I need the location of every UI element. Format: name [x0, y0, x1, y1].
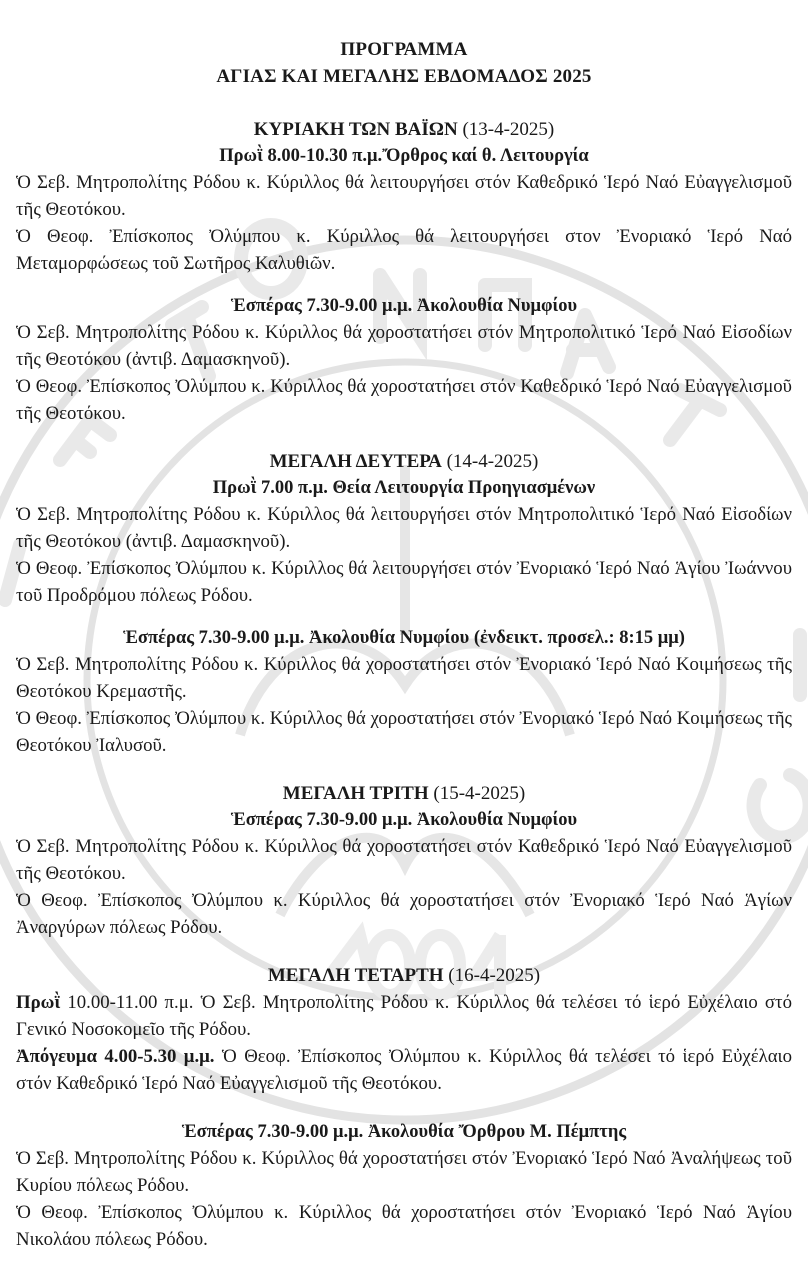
day-section-holy-monday: [16, 449, 792, 759]
service-paragraph: Ὁ Σεβ. Μητροπολίτης Ρόδου κ. Κύριλλος θά λειτουργήσει στόν Καθεδρικό Ἱερό Ναό Εὐαγγελισμοῦ τῆς Θεοτόκου.: [16, 172, 792, 220]
day-heading: [16, 781, 792, 807]
day-name: ΚΥΡΙΑΚΗ ΤΩΝ ΒΑΪΩΝ: [253, 119, 458, 140]
service-heading: Ἑσπέρας 7.30-9.00 μ.μ. Ἀκολουθία Νυμφίου: [230, 296, 578, 316]
service-heading: Πρωῒ 7.00 π.μ. Θεία Λειτουργία Προηγιασμένων: [212, 478, 596, 498]
day-section-palm-sunday: [16, 117, 792, 427]
day-section-holy-tuesday: [16, 781, 792, 941]
paragraph-text: 10.00-11.00 π.μ. Ὁ Σεβ. Μητροπολίτης Ρόδου κ. Κύριλλος θά τελέσει τό ἱερό Εὐχέλαιο στό Γενικό Νοσοκομεῖο τῆς Ρόδου.: [16, 992, 792, 1040]
paragraph-lead: Πρωῒ: [16, 992, 61, 1013]
day-name: ΜΕΓΑΛΗ ΤΕΤΑΡΤΗ: [267, 965, 444, 986]
day-heading: [16, 117, 792, 143]
service-paragraph: Ὁ Θεοφ. Ἐπίσκοπος Ὀλύμπου κ. Κύριλλος θά χοροστατήσει στόν Ἐνοριακό Ἱερό Ναό Κοιμήσεως τῆς Θεοτόκου Ἰαλυσοῦ.: [16, 708, 792, 756]
day-date: (14-4-2025): [446, 451, 539, 472]
title-line-1: ΠΡΟΓΡΑΜΜΑ: [340, 39, 468, 60]
service-paragraph: Ὁ Σεβ. Μητροπολίτης Ρόδου κ. Κύριλλος θά χοροστατήσει στόν Καθεδρικό Ἱερό Ναό Εὐαγγελισμοῦ τῆς Θεοτόκου.: [16, 836, 792, 884]
service-paragraph: Ὁ Θεοφ. Ἐπίσκοπος Ὀλύμπου κ. Κύριλλος θά λειτουργήσει στον Ἐνοριακό Ἱερό Ναό Μεταμορφώσεως τοῦ Σωτῆρος Καλυθιῶν.: [16, 226, 792, 274]
day-date: (16-4-2025): [448, 965, 541, 986]
day-heading: [16, 449, 792, 475]
day-date: (13-4-2025): [462, 119, 555, 140]
service-heading: Ἑσπέρας 7.30-9.00 μ.μ. Ἀκολουθία Νυμφίου (ἐνδεικτ. προσελ.: 8:15 μμ): [123, 628, 685, 648]
day-date: (15-4-2025): [433, 783, 526, 804]
inline-paragraph: [16, 989, 792, 1043]
service-paragraph: Ὁ Θεοφ. Ἐπίσκοπος Ὀλύμπου κ. Κύριλλος θά χοροστατήσει στόν Καθεδρικό Ἱερό Ναό Εὐαγγελισμοῦ τῆς Θεοτόκου.: [16, 376, 792, 424]
service-paragraph: Ὁ Θεοφ. Ἐπίσκοπος Ὀλύμπου κ. Κύριλλος θά λειτουργήσει στόν Ἐνοριακό Ἱερό Ναό Ἁγίου Ἰωάννου τοῦ Προδρόμου πόλεως Ρόδου.: [16, 558, 792, 606]
service-heading: Ἑσπέρας 7.30-9.00 μ.μ. Ἀκολουθία Νυμφίου: [230, 810, 578, 830]
service-paragraph: Ὁ Σεβ. Μητροπολίτης Ρόδου κ. Κύριλλος θά λειτουργήσει στόν Μητροπολιτικό Ἱερό Ναό Εἰσοδίων τῆς Θεοτόκου (ἀντιβ. Δαμασκηνοῦ).: [16, 504, 792, 552]
title-line-2: ΑΓΙΑΣ ΚΑΙ ΜΕΓΑΛΗΣ ΕΒΔΟΜΑΔΟΣ 2025: [216, 66, 592, 87]
service-paragraph: Ὁ Σεβ. Μητροπολίτης Ρόδου κ. Κύριλλος θά χοροστατήσει στόν Ἐνοριακό Ἱερό Ναό Ἀναλήψεως τοῦ Κυρίου πόλεως Ρόδου.: [16, 1148, 792, 1196]
paragraph-lead: Ἀπόγευμα 4.00-5.30 μ.μ.: [16, 1046, 215, 1067]
service-heading: Ἑσπέρας 7.30-9.00 μ.μ. Ἀκολουθία Ὄρθρου Μ. Πέμπτης: [181, 1122, 627, 1142]
document-title: [16, 36, 792, 90]
day-name: ΜΕΓΑΛΗ ΔΕΥΤΕΡΑ: [269, 451, 442, 472]
day-name: ΜΕΓΑΛΗ ΤΡΙΤΗ: [282, 783, 429, 804]
service-paragraph: Ὁ Σεβ. Μητροπολίτης Ρόδου κ. Κύριλλος θά χοροστατήσει στόν Ἐνοριακό Ἱερό Ναό Κοιμήσεως τῆς Θεοτόκου Κρεμαστῆς.: [16, 654, 792, 702]
service-heading: Πρωῒ 8.00-10.30 π.μ.Ὄρθρος καί θ. Λειτουργία: [219, 146, 589, 166]
day-heading: [16, 963, 792, 989]
day-section-holy-wednesday: [16, 963, 792, 1253]
paragraph-text: Ὁ Θεοφ. Ἐπίσκοπος Ὀλύμπου κ. Κύριλλος θά τελέσει τό ἱερό Εὐχέλαιο στόν Καθεδρικό Ἱερό Ναό Εὐαγγελισμοῦ τῆς Θεοτόκου.: [16, 1046, 792, 1094]
inline-paragraph: [16, 1043, 792, 1097]
service-paragraph: Ὁ Θεοφ. Ἐπίσκοπος Ὀλύμπου κ. Κύριλλος θά χοροστατήσει στόν Ἐνοριακό Ἱερό Ναό Ἁγίου Νικολάου πόλεως Ρόδου.: [16, 1202, 792, 1250]
service-paragraph: Ὁ Σεβ. Μητροπολίτης Ρόδου κ. Κύριλλος θά χοροστατήσει στόν Μητροπολιτικό Ἱερό Ναό Εἰσοδίων τῆς Θεοτόκου (ἀντιβ. Δαμασκηνοῦ).: [16, 322, 792, 370]
service-paragraph: Ὁ Θεοφ. Ἐπίσκοπος Ὀλύμπου κ. Κύριλλος θά χοροστατήσει στόν Ἐνοριακό Ἱερό Ναό Ἁγίων Ἀναργύρων πόλεως Ρόδου.: [16, 890, 792, 938]
